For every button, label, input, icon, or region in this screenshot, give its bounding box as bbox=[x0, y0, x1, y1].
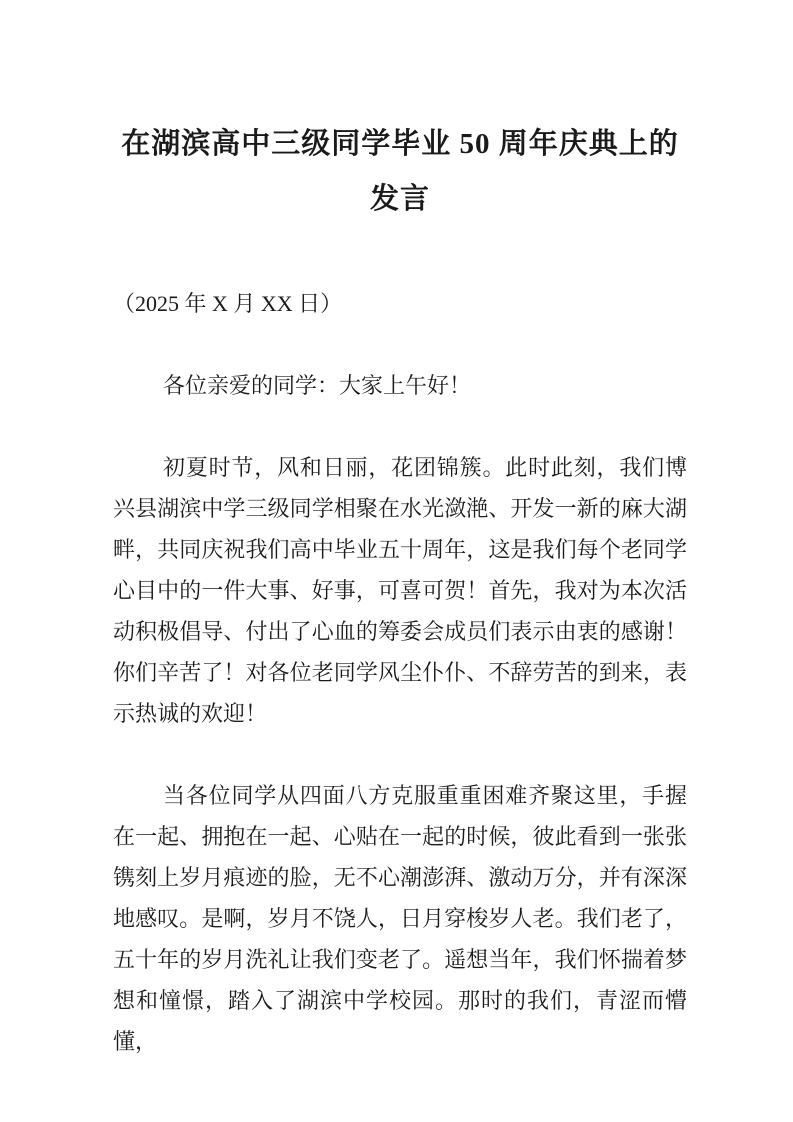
document-title-line-1: 在湖滨高中三级同学毕业 50 周年庆典上的 bbox=[121, 128, 679, 160]
document-title-line-2: 发言 bbox=[369, 183, 430, 215]
date-line: （2025 年 X 月 XX 日） bbox=[113, 291, 343, 316]
document-title bbox=[113, 117, 687, 227]
salutation: 各位亲爱的同学：大家上午好！ bbox=[163, 373, 472, 398]
paragraph-1: 初夏时节，风和日丽，花团锦簇。此时此刻，我们博兴县湖滨中学三级同学相聚在水光潋滟、开发一新的麻大湖畔，共同庆祝我们高中毕业五十周年，这是我们每个老同学心目中的一件大事、好事，可喜可贺！首先，我对为本次活动积极倡导、付出了心血的筹委会成员们表示由衷的感谢！你们辛苦了！对各位老同学风尘仆仆、不辞劳苦的到来，表示热诚的欢迎！ bbox=[113, 455, 687, 726]
paragraph-2: 当各位同学从四面八方克服重重困难齐聚这里，手握在一起、拥抱在一起、心贴在一起的时候，彼此看到一张张镌刻上岁月痕迹的脸，无不心潮澎湃、激动万分，并有深深地感叹。是啊，岁月不饶人，日月穿梭岁人老。我们老了，五十年的岁月洗礼让我们变老了。遥想当年，我们怀揣着梦想和憧憬，踏入了湖滨中学校园。那时的我们，青涩而懵懂， bbox=[113, 783, 687, 1054]
